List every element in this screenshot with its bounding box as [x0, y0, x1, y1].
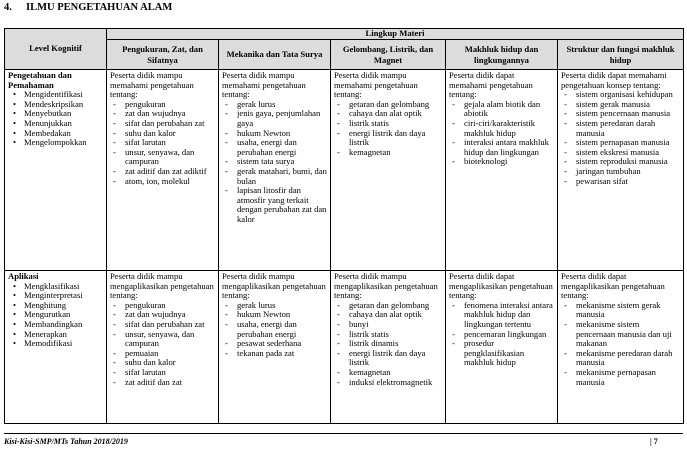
material-cell: [446, 271, 558, 424]
material-item: - gerak lurus: [222, 100, 327, 110]
material-list: [222, 301, 327, 359]
cell-intro: Peserta didik mampu mengaplikasikan pengetahuan tentang:: [222, 271, 326, 301]
material-item: - sistem reproduksi manusia: [561, 157, 680, 167]
material-item: - pesawat sederhana: [222, 339, 327, 349]
material-item: - pewarisan sifat: [561, 177, 680, 187]
column-header: Gelombang, Listrik, dan Magnet: [331, 40, 446, 70]
material-item: - prosedur pengklasifikasian makhluk hidup: [449, 339, 554, 368]
table-row: [5, 70, 684, 271]
material-item: - unsur, senyawa, dan campuran: [110, 330, 215, 349]
section-heading: [4, 2, 172, 13]
material-list: [561, 301, 680, 387]
column-header: Makhluk hidup dan lingkungannya: [446, 40, 558, 70]
cell-intro: Peserta didik dapat memahami pengetahuan tentang:: [449, 70, 533, 100]
material-cell: [107, 271, 219, 424]
verb-list: [8, 90, 103, 148]
material-item: - pengukuran: [110, 100, 215, 110]
section-number: 4.: [4, 2, 12, 13]
cell-intro: Peserta didik mampu memahami pengetahuan tentang:: [334, 70, 418, 100]
verb-item: • Menginterpretasi: [8, 291, 103, 301]
verb-item: • Mengelompokkan: [8, 138, 103, 148]
material-item: - mekanisme sistem pencernaan manusia dan uji makanan: [561, 320, 680, 349]
material-item: - mekanisme peredaran darah manusia: [561, 349, 680, 368]
material-item: - zat aditif dan zat: [110, 378, 215, 388]
material-item: - bioteknologi: [449, 157, 554, 167]
verb-item: • Menghitung: [8, 301, 103, 311]
material-item: - sistem peredaran darah manusia: [561, 119, 680, 138]
material-list: [449, 100, 554, 167]
material-item: - sifat larutan: [110, 138, 215, 148]
cell-intro: Peserta didik dapat mengaplikasikan pengetahuan tentang:: [561, 271, 665, 301]
material-item: - hukum Newton: [222, 129, 327, 139]
material-cell: [107, 70, 219, 271]
material-item: - unsur, senyawa, dan campuran: [110, 148, 215, 167]
cognitive-level-cell: [5, 271, 107, 424]
material-item: - sifat dan perubahan zat: [110, 119, 215, 129]
material-item: - suhu dan kalor: [110, 358, 215, 368]
material-cell: [558, 271, 684, 424]
material-item: - zat aditif dan zat adiktif: [110, 167, 215, 177]
column-header: Mekanika dan Tata Surya: [219, 40, 331, 70]
verb-item: • Mengklasifikasi: [8, 282, 103, 292]
cell-intro: Peserta didik mampu memahami pengetahuan tentang:: [110, 70, 194, 100]
verb-list: [8, 282, 103, 349]
cognitive-level-title: Aplikasi: [8, 271, 39, 281]
material-item: - usaha, energi dan perubahan energi: [222, 138, 327, 157]
material-item: - cahaya dan alat optik: [334, 310, 442, 320]
material-list: [110, 100, 215, 186]
verb-item: • Menunjukkan: [8, 119, 103, 129]
scope-header: Lingkup Materi: [107, 29, 684, 40]
material-item: - zat dan wujudnya: [110, 109, 215, 119]
material-item: - induksi elektromagnetik: [334, 378, 442, 388]
material-list: [561, 90, 680, 186]
material-item: - sistem pencernaan manusia: [561, 109, 680, 119]
verb-item: • Membandingkan: [8, 320, 103, 330]
material-item: - gerak matahari, bumi, dan bulan: [222, 167, 327, 186]
cell-intro: Peserta didik mampu mengaplikasikan pengetahuan tentang:: [334, 271, 438, 301]
cell-intro: Peserta didik dapat memahami pengetahuan konsep tentang:: [561, 70, 667, 90]
material-item: - kemagnetan: [334, 368, 442, 378]
material-item: - ciri-ciri/karakteristik makhluk hidup: [449, 119, 554, 138]
material-item: - pemuaian: [110, 349, 215, 359]
section-title: ILMU PENGETAHUAN ALAM: [26, 2, 173, 13]
material-item: - mekanisme sistem gerak manusia: [561, 301, 680, 320]
material-item: - sistem ekskresi manusia: [561, 148, 680, 158]
material-item: - sistem pernapasan manusia: [561, 138, 680, 148]
material-cell: [219, 271, 331, 424]
footer-document-title: Kisi-Kisi-SMP/MTs Tahun 2018/2019: [4, 437, 128, 446]
material-item: - gejala alam biotik dan abiotik: [449, 100, 554, 119]
material-item: - fenomena interaksi antara makhluk hidup dan lingkungan tertentu: [449, 301, 554, 330]
material-item: - getaran dan gelombang: [334, 100, 442, 110]
material-item: - mekanisme pernapasan manusia: [561, 368, 680, 387]
material-item: - hukum Newton: [222, 310, 327, 320]
material-item: - bunyi: [334, 320, 442, 330]
page-number: | 7: [650, 437, 658, 446]
cell-intro: Peserta didik mampu memahami pengetahuan tentang:: [222, 70, 306, 100]
material-item: - jaringan tumbuhan: [561, 167, 680, 177]
material-cell: [219, 70, 331, 271]
verb-item: • Membedakan: [8, 129, 103, 139]
material-item: - lapisan litosfir dan atmosfir yang terkait dengan perubahan zat dan kalor: [222, 186, 327, 224]
verb-item: • Menyebutkan: [8, 109, 103, 119]
material-item: - sistem tata surya: [222, 157, 327, 167]
material-item: - energi listrik dan daya listrik: [334, 349, 442, 368]
material-item: - gerak lurus: [222, 301, 327, 311]
material-item: - cahaya dan alat optik: [334, 109, 442, 119]
column-header: Pengukuran, Zat, dan Sifatnya: [107, 40, 219, 70]
material-item: - sistem organisasi kehidupan: [561, 90, 680, 100]
cell-intro: Peserta didik dapat mengaplikasikan pengetahuan tentang:: [449, 271, 553, 301]
material-item: - usaha, energi dan perubahan energi: [222, 320, 327, 339]
material-cell: [446, 70, 558, 271]
material-item: - tekanan pada zat: [222, 349, 327, 359]
material-item: - jenis gaya, penjumlahan gaya: [222, 109, 327, 128]
cell-intro: Peserta didik mampu mengaplikasikan pengetahuan tentang:: [110, 271, 214, 301]
material-item: - listrik statis: [334, 330, 442, 340]
cognitive-level-title: Pengetahuan dan Pemahaman: [8, 70, 72, 90]
material-item: - suhu dan kalor: [110, 129, 215, 139]
material-item: - listrik statis: [334, 119, 442, 129]
material-item: - pengukuran: [110, 301, 215, 311]
kisi-kisi-table: [4, 28, 684, 424]
verb-item: • Mengidentifikasi: [8, 90, 103, 100]
material-list: [222, 100, 327, 225]
level-header: Level Kognitif: [5, 29, 107, 70]
material-item: - getaran dan gelombang: [334, 301, 442, 311]
verb-item: • Menerapkan: [8, 330, 103, 340]
material-list: [334, 301, 442, 387]
material-cell: [331, 70, 446, 271]
cognitive-level-cell: [5, 70, 107, 271]
material-item: - sifat larutan: [110, 368, 215, 378]
material-list: [110, 301, 215, 387]
material-item: - interaksi antara makhluk hidup dan lingkungan: [449, 138, 554, 157]
material-item: - listrik dinamis: [334, 339, 442, 349]
material-item: - pencemaran lingkungan: [449, 330, 554, 340]
material-item: - zat dan wujudnya: [110, 310, 215, 320]
material-item: - energi listrik dan daya listrik: [334, 129, 442, 148]
material-item: - kemagnetan: [334, 148, 442, 158]
material-cell: [331, 271, 446, 424]
column-header: Struktur dan fungsi makhluk hidup: [558, 40, 684, 70]
verb-item: • Memodifikasi: [8, 339, 103, 349]
table-row: [5, 271, 684, 424]
material-item: - atom, ion, molekul: [110, 177, 215, 187]
material-list: [449, 301, 554, 368]
verb-item: • Mendeskripsikan: [8, 100, 103, 110]
material-cell: [558, 70, 684, 271]
material-item: - sifat dan perubahan zat: [110, 320, 215, 330]
footer-divider: [4, 433, 683, 434]
material-list: [334, 100, 442, 158]
material-item: - sistem gerak manusia: [561, 100, 680, 110]
verb-item: • Mengurutkan: [8, 310, 103, 320]
